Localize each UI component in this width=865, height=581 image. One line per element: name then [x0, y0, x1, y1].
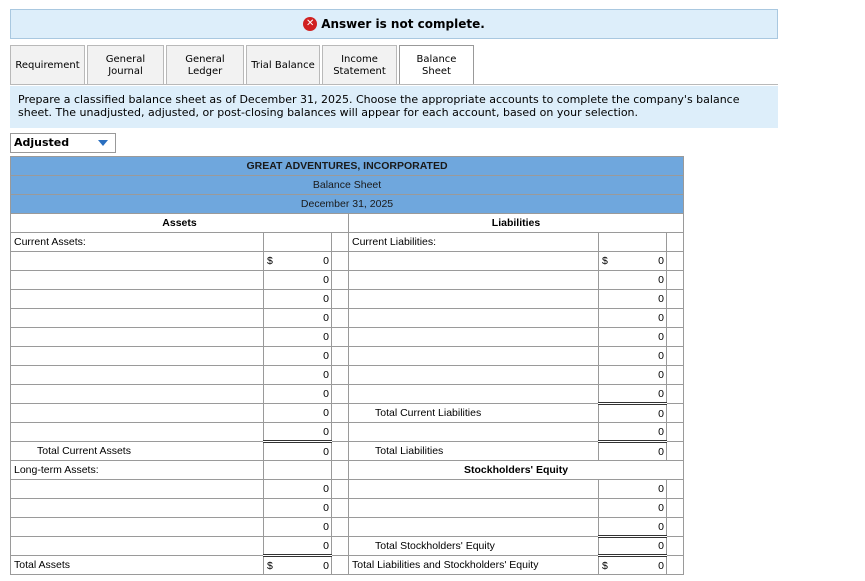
spacer-cell — [332, 366, 349, 385]
spacer-cell — [332, 233, 349, 252]
spacer-cell — [667, 499, 684, 518]
total-current-liabilities-amount[interactable]: 0 — [599, 404, 667, 423]
balance-type-value: Adjusted — [14, 136, 70, 149]
banner-text: Answer is not complete. — [321, 17, 485, 31]
tab-balance-sheet[interactable]: Balance Sheet — [399, 45, 474, 85]
equity-account-input[interactable] — [349, 480, 599, 499]
dropdown-arrow-icon — [98, 140, 108, 146]
tab-trial-balance[interactable]: Trial Balance — [246, 45, 320, 85]
spacer-cell — [332, 556, 349, 575]
current-asset-amount[interactable]: $ 0 — [264, 252, 332, 271]
current-liability-amount[interactable]: 0 — [599, 385, 667, 404]
balance-sheet-table — [10, 156, 684, 575]
spacer-cell — [332, 423, 349, 442]
current-asset-amount[interactable]: 0 — [264, 404, 332, 423]
current-liability-account-input[interactable] — [349, 252, 599, 271]
current-asset-account-input[interactable] — [11, 271, 264, 290]
current-asset-account-input[interactable] — [11, 328, 264, 347]
spacer-cell — [667, 347, 684, 366]
spacer-cell — [332, 252, 349, 271]
long-term-asset-amount[interactable]: 0 — [264, 480, 332, 499]
instructions-text: Prepare a classified balance sheet as of December 31, 2025. Choose the appropriate accounts to complete the company's balance sheet. The unadjusted, adjusted, or post-closing balances will appear for each account, based on your selection. — [10, 86, 778, 128]
long-term-asset-amount[interactable]: 0 — [264, 518, 332, 537]
spacer-cell — [667, 442, 684, 461]
balance-type-select[interactable] — [10, 133, 116, 153]
current-asset-amount[interactable]: 0 — [264, 271, 332, 290]
tab-general-ledger[interactable]: General Ledger — [166, 45, 244, 85]
assets-header: Assets — [11, 214, 349, 233]
current-liability-account-input[interactable] — [349, 328, 599, 347]
total-liabilities-label: Total Liabilities — [349, 442, 599, 461]
spacer-cell — [667, 366, 684, 385]
statement-title: Balance Sheet — [11, 176, 684, 195]
spacer-cell — [332, 499, 349, 518]
liabilities-header: Liabilities — [349, 214, 684, 233]
current-liability-amount[interactable]: 0 — [599, 347, 667, 366]
long-term-asset-account-input[interactable] — [11, 537, 264, 556]
total-current-liabilities-label: Total Current Liabilities — [349, 404, 599, 423]
current-liability-amount[interactable]: 0 — [599, 309, 667, 328]
total-liabilities-equity-amount[interactable]: $ 0 — [599, 556, 667, 575]
spacer-cell — [332, 309, 349, 328]
spacer-cell — [332, 404, 349, 423]
spacer-cell — [667, 480, 684, 499]
amount-value: 0 — [323, 559, 329, 572]
current-asset-amount[interactable]: 0 — [264, 309, 332, 328]
current-liability-amount[interactable]: 0 — [599, 366, 667, 385]
tab-income-statement[interactable]: Income Statement — [322, 45, 397, 85]
current-asset-account-input[interactable] — [11, 366, 264, 385]
current-asset-account-input[interactable] — [11, 252, 264, 271]
tab-general-journal[interactable]: General Journal — [87, 45, 164, 85]
spacer-cell — [667, 328, 684, 347]
long-term-asset-account-input[interactable] — [11, 518, 264, 537]
current-asset-amount[interactable]: 0 — [264, 328, 332, 347]
liability-amount[interactable]: 0 — [599, 423, 667, 442]
current-liability-amount[interactable]: 0 — [599, 328, 667, 347]
current-asset-account-input[interactable] — [11, 404, 264, 423]
current-asset-account-input[interactable] — [11, 385, 264, 404]
total-stockholders-equity-label: Total Stockholders' Equity — [349, 537, 599, 556]
current-liability-account-input[interactable] — [349, 290, 599, 309]
spacer-cell — [667, 518, 684, 537]
spacer-cell — [667, 423, 684, 442]
total-liabilities-equity-label: Total Liabilities and Stockholders' Equity — [349, 556, 599, 575]
equity-account-input[interactable] — [349, 518, 599, 537]
spacer-cell — [667, 290, 684, 309]
current-asset-amount[interactable]: 0 — [264, 366, 332, 385]
amount-value: 0 — [323, 255, 329, 267]
stockholders-equity-header: Stockholders' Equity — [349, 461, 684, 480]
tab-requirement[interactable]: Requirement — [10, 45, 85, 85]
long-term-assets-label: Long-term Assets: — [11, 461, 264, 480]
spacer-cell — [667, 233, 684, 252]
amount-value: 0 — [658, 255, 664, 267]
long-term-asset-amount[interactable]: 0 — [264, 537, 332, 556]
spacer-cell — [667, 537, 684, 556]
company-name: GREAT ADVENTURES, INCORPORATED — [11, 157, 684, 176]
amount-value: 0 — [658, 559, 664, 572]
current-assets-label: Current Assets: — [11, 233, 264, 252]
spacer-cell — [332, 518, 349, 537]
error-x-icon: ✕ — [303, 17, 317, 31]
current-liability-account-input[interactable] — [349, 309, 599, 328]
spacer-cell — [667, 404, 684, 423]
statement-date: December 31, 2025 — [11, 195, 684, 214]
tab-bar — [10, 45, 476, 85]
total-current-assets-label: Total Current Assets — [11, 442, 264, 461]
current-liability-account-input[interactable] — [349, 271, 599, 290]
current-assets-spacer — [264, 233, 332, 252]
current-liabilities-spacer — [599, 233, 667, 252]
spacer-cell — [332, 442, 349, 461]
current-asset-amount[interactable]: 0 — [264, 385, 332, 404]
spacer-cell — [332, 385, 349, 404]
liability-account-input[interactable] — [349, 423, 599, 442]
current-asset-amount[interactable]: 0 — [264, 290, 332, 309]
total-assets-amount[interactable]: $ 0 — [264, 556, 332, 575]
spacer-cell — [332, 290, 349, 309]
current-liability-account-input[interactable] — [349, 366, 599, 385]
current-asset-amount[interactable]: 0 — [264, 347, 332, 366]
answer-status-banner — [10, 9, 778, 39]
current-liability-amount[interactable]: 0 — [599, 271, 667, 290]
spacer-cell — [667, 252, 684, 271]
total-liabilities-amount[interactable]: 0 — [599, 442, 667, 461]
tab-divider — [10, 84, 778, 85]
total-stockholders-equity-amount[interactable]: 0 — [599, 537, 667, 556]
spacer-cell — [667, 309, 684, 328]
current-liability-amount[interactable]: $ 0 — [599, 252, 667, 271]
equity-account-input[interactable] — [349, 499, 599, 518]
current-liability-account-input[interactable] — [349, 385, 599, 404]
spacer-cell — [332, 537, 349, 556]
long-term-asset-account-input[interactable] — [11, 499, 264, 518]
current-liabilities-label: Current Liabilities: — [349, 233, 599, 252]
current-asset-account-input[interactable] — [11, 423, 264, 442]
equity-amount[interactable]: 0 — [599, 499, 667, 518]
equity-amount[interactable]: 0 — [599, 518, 667, 537]
spacer-cell — [667, 385, 684, 404]
current-asset-account-input[interactable] — [11, 290, 264, 309]
long-term-asset-amount[interactable]: 0 — [264, 499, 332, 518]
current-asset-account-input[interactable] — [11, 309, 264, 328]
current-liability-account-input[interactable] — [349, 347, 599, 366]
current-asset-account-input[interactable] — [11, 347, 264, 366]
spacer-cell — [332, 347, 349, 366]
total-current-assets-amount[interactable]: 0 — [264, 442, 332, 461]
spacer-cell — [264, 461, 332, 480]
spacer-cell — [332, 328, 349, 347]
long-term-asset-account-input[interactable] — [11, 480, 264, 499]
spacer-cell — [667, 556, 684, 575]
current-liability-amount[interactable]: 0 — [599, 290, 667, 309]
current-asset-amount[interactable]: 0 — [264, 423, 332, 442]
equity-amount[interactable]: 0 — [599, 480, 667, 499]
spacer-cell — [332, 271, 349, 290]
spacer-cell — [332, 480, 349, 499]
spacer-cell — [332, 461, 349, 480]
total-assets-label: Total Assets — [11, 556, 264, 575]
spacer-cell — [667, 271, 684, 290]
